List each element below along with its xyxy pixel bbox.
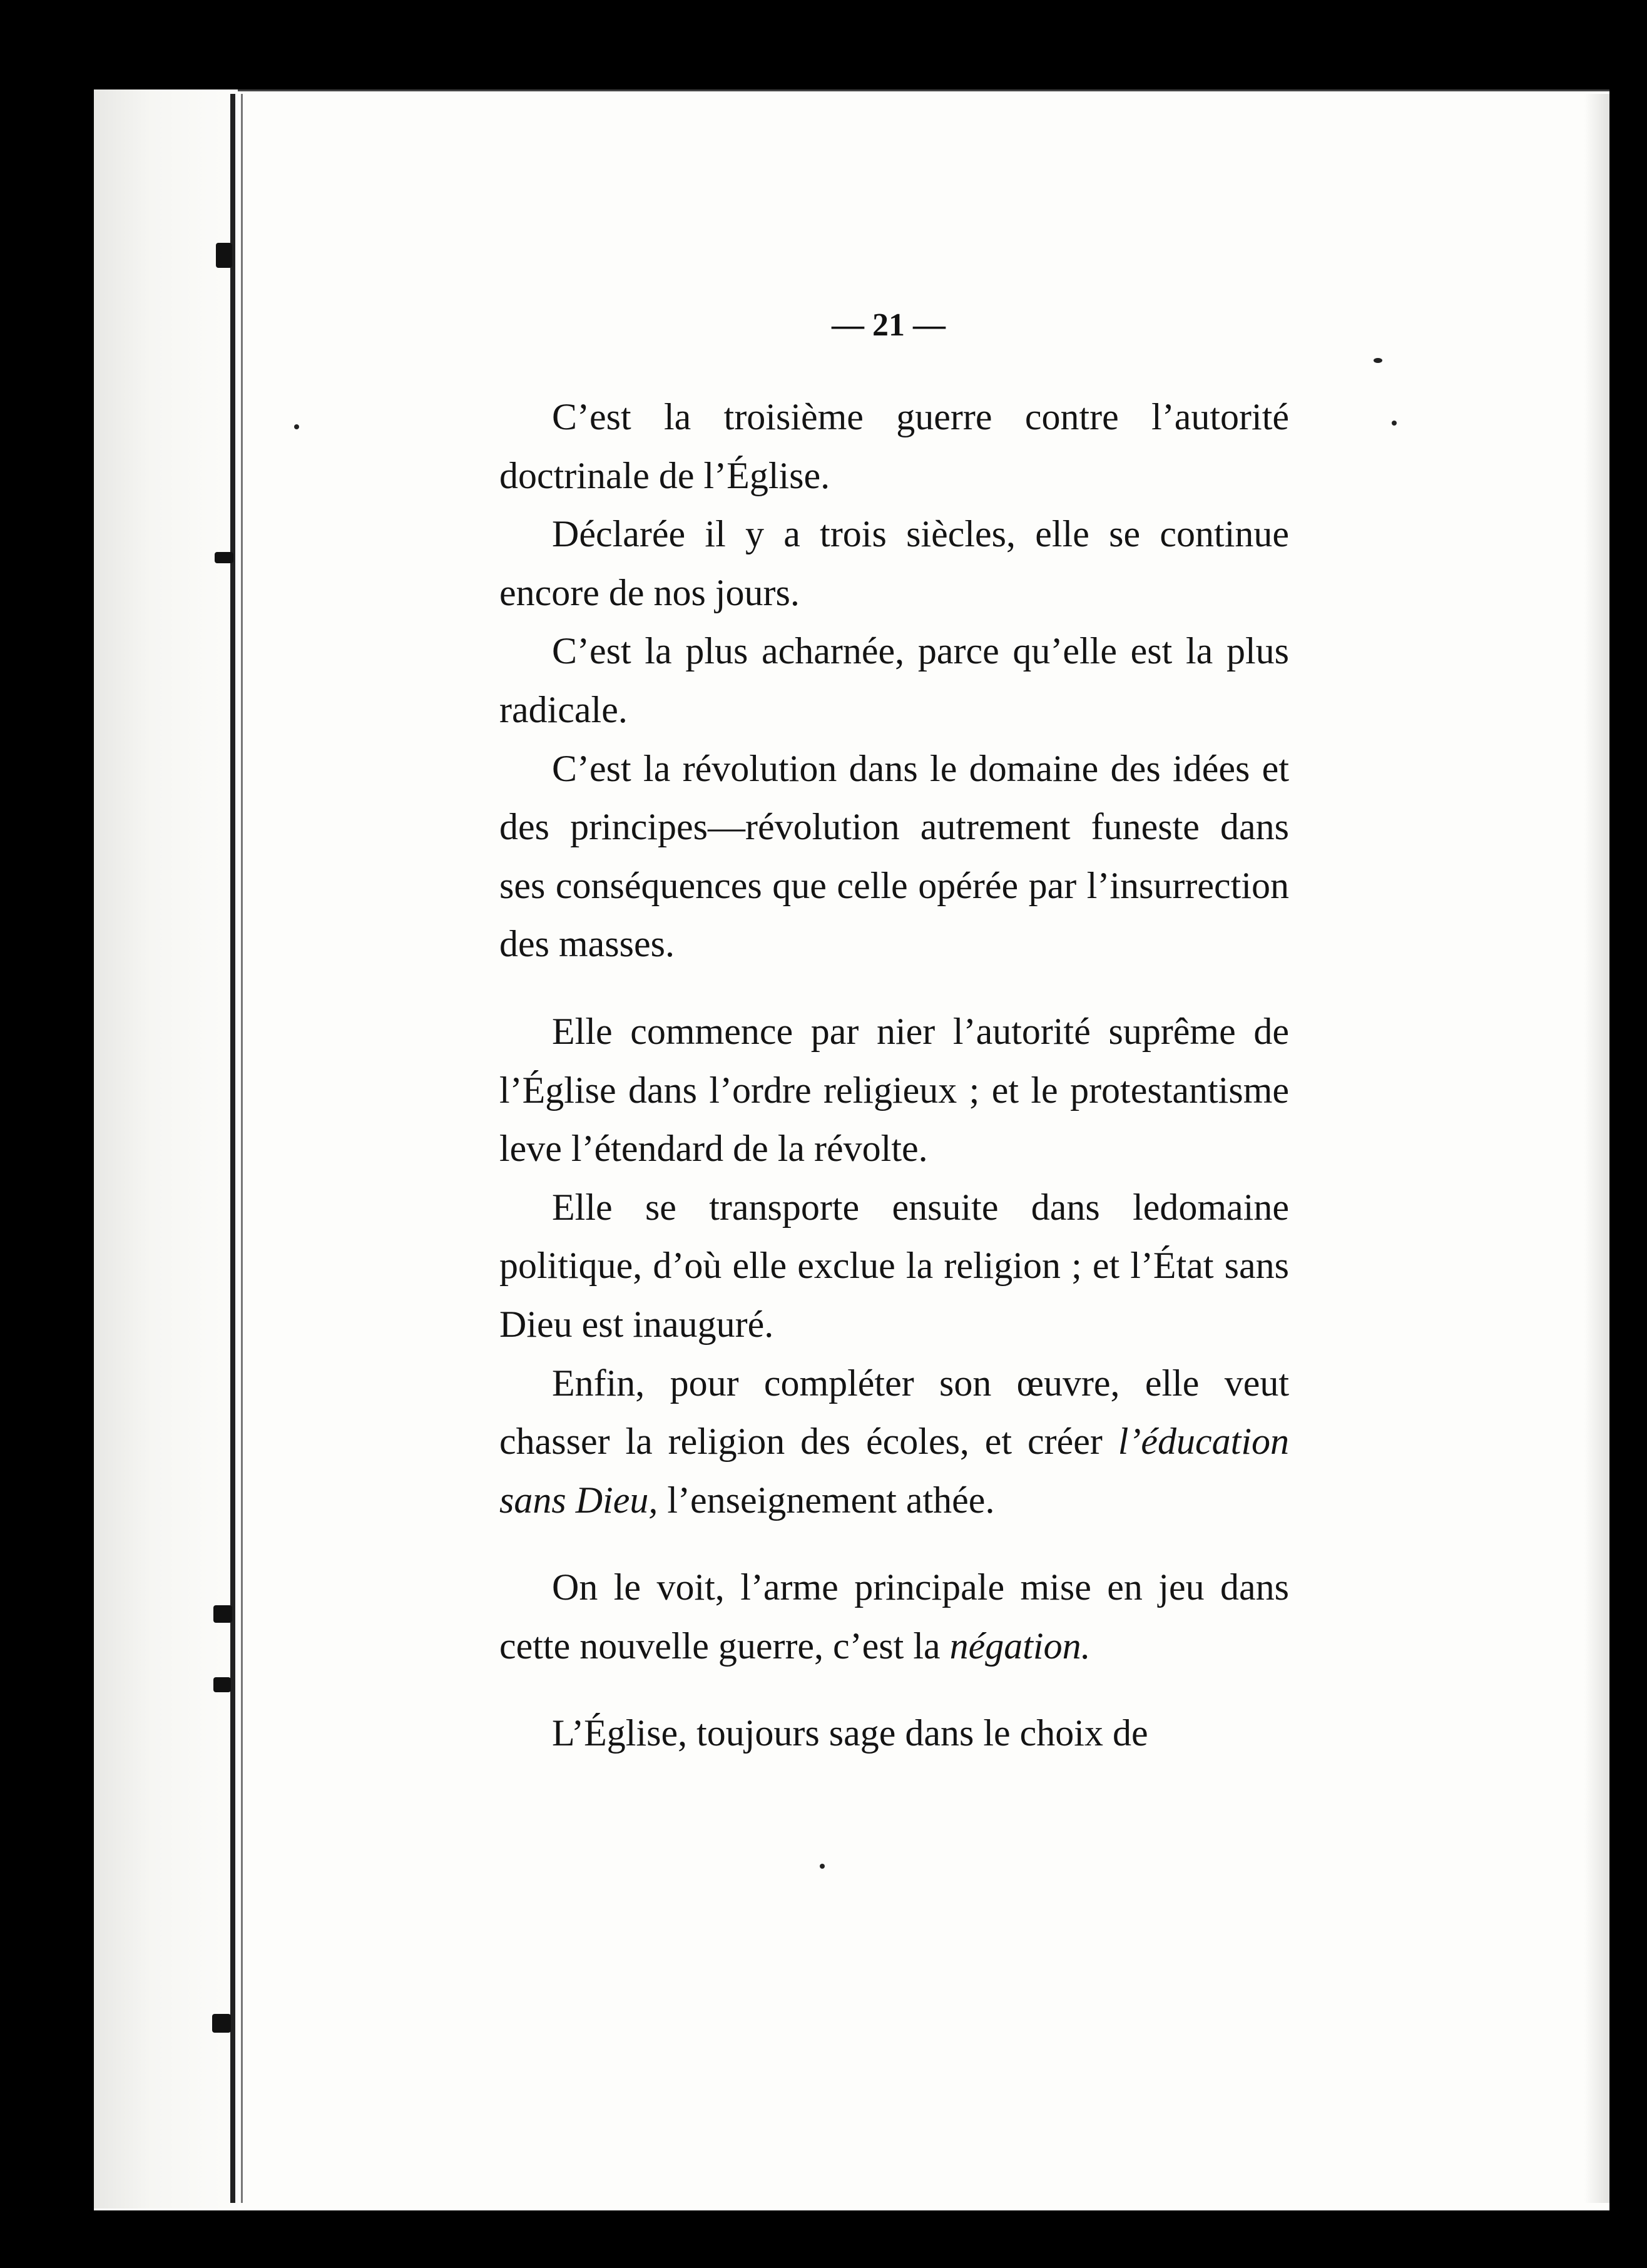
paragraph-text: Enfin, pour compléter son œuvre, elle veut chasser la religion des écoles, et créer <box>499 1362 1289 1463</box>
italic-phrase: l’éducation sans Dieu, <box>499 1421 1289 1521</box>
paragraph: L’Église, toujours sage dans le choix de <box>552 1712 1148 1754</box>
italic-phrase: négation. <box>949 1625 1091 1667</box>
paragraph-text: l’enseignement athée. <box>658 1479 995 1521</box>
page-gutter-shadow <box>94 89 238 2209</box>
binding-staple-mark <box>213 1677 231 1692</box>
paper-speck <box>1392 421 1397 426</box>
paragraph <box>499 1558 1289 1675</box>
right-page-edge-shadow <box>1584 94 1609 2203</box>
paper-speck <box>820 1864 825 1869</box>
body-text <box>499 388 1289 1763</box>
paragraph-text: On le voit, l’arme principale mise en jeu dans cette nouvelle guerre, c’est la <box>499 1566 1289 1667</box>
binding-staple-mark <box>215 552 233 563</box>
binding-edge <box>230 94 235 2203</box>
paragraph: C’est la troisième guerre contre l’autorité doctrinale de l’Église. <box>499 396 1289 496</box>
paragraph: Déclarée il y a trois siècles, elle se continue encore de nos jours. <box>499 513 1289 613</box>
paper-speck <box>294 424 299 429</box>
binding-staple-mark <box>212 2014 231 2033</box>
page-number: — 21 — <box>832 307 946 343</box>
paragraph <box>499 1354 1289 1530</box>
binding-edge-inner <box>241 94 243 2203</box>
paragraph: Elle commence par nier l’autorité suprême de l’Église dans l’ordre religieux ; et le protestantisme leve l’étendard de la révolte. <box>499 1010 1289 1170</box>
binding-staple-mark <box>213 1605 232 1623</box>
binding-staple-mark <box>216 243 232 268</box>
paper-speck <box>1374 358 1382 363</box>
paragraph: Elle se transporte ensuite dans ledomaine politique, d’où elle exclue la religion ; et l’État sans Dieu est inauguré. <box>499 1186 1289 1345</box>
paragraph: C’est la plus acharnée, parce qu’elle est la plus radicale. <box>499 630 1289 730</box>
paragraph: C’est la révolution dans le domaine des idées et des principes—révolution autrement funeste dans ses conséquences que celle opérée par l’insurrection des masses. <box>499 747 1289 965</box>
